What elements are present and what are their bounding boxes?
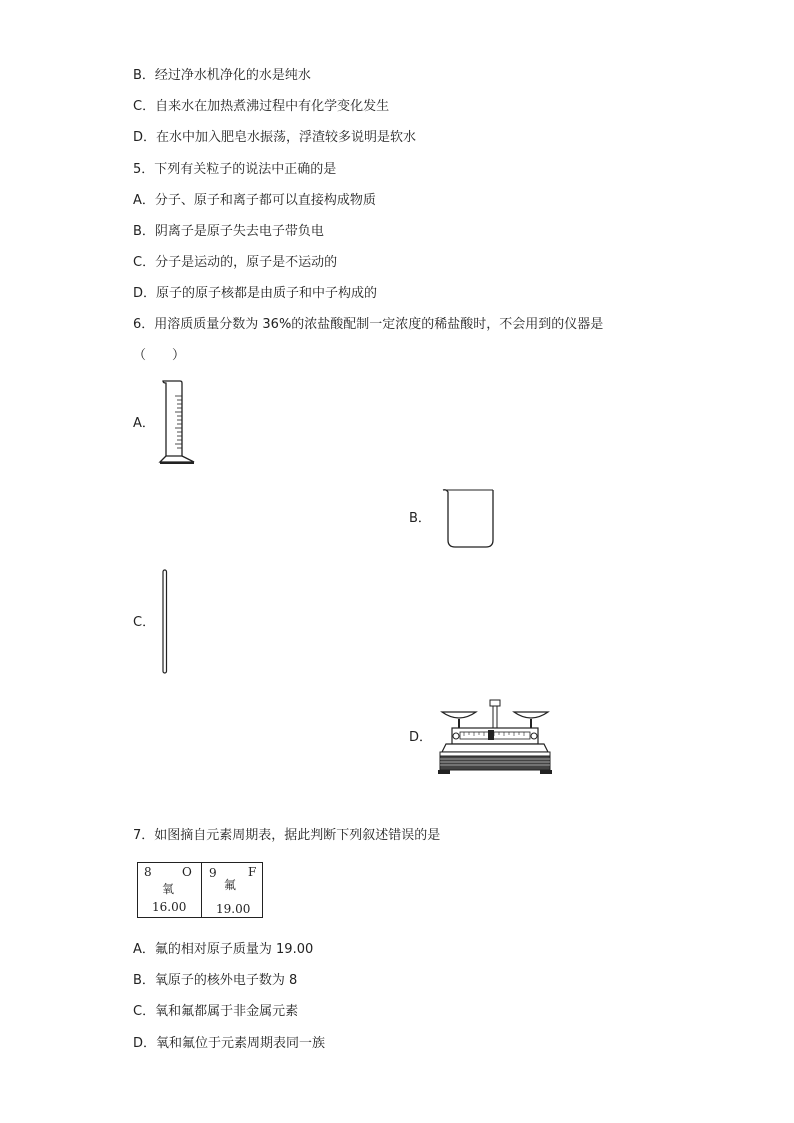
element-symbol: F <box>248 865 257 879</box>
q7-option-d: D．氧和氟位于元素周期表同一族 <box>133 1036 326 1051</box>
q7-stem: 7．如图摘自元素周期表，据此判断下列叙述错误的是 <box>133 828 441 843</box>
element-cell-oxygen <box>138 863 202 917</box>
graduated-cylinder-icon <box>156 378 198 466</box>
q6-stem: 6．用溶质质量分数为 36%的浓盐酸配制一定浓度的稀盐酸时，不会用到的仪器是 <box>133 317 604 332</box>
q7-option-c: C．氧和氟都属于非金属元素 <box>133 1004 299 1019</box>
q7-option-a: A．氟的相对原子质量为 19.00 <box>133 942 314 957</box>
q5-option-b: B．阴离子是原子失去电子带负电 <box>133 224 324 239</box>
q6-option-d-label: D． <box>409 730 433 745</box>
q4-option-b: B．经过净水机净化的水是纯水 <box>133 68 311 83</box>
element-mass: 16.00 <box>152 900 187 914</box>
element-symbol: O <box>182 865 192 879</box>
q6-option-c-label: C． <box>133 615 156 630</box>
element-number: 9 <box>209 866 217 880</box>
element-name: 氟 <box>224 878 237 892</box>
q4-option-c: C．自来水在加热煮沸过程中有化学变化发生 <box>133 99 390 114</box>
element-mass: 19.00 <box>216 902 251 916</box>
q5-option-a: A．分子、原子和离子都可以直接构成物质 <box>133 193 376 208</box>
q5-stem: 5．下列有关粒子的说法中正确的是 <box>133 162 337 177</box>
glass-rod-icon <box>161 568 169 676</box>
element-name: 氧 <box>162 882 175 896</box>
element-cell-fluorine <box>202 863 262 917</box>
q5-option-d: D．原子的原子核都是由质子和中子构成的 <box>133 286 378 301</box>
q5-option-c: C．分子是运动的，原子是不运动的 <box>133 255 338 270</box>
q6-option-a-label: A． <box>133 416 155 431</box>
q6-answer-paren: （ ） <box>133 348 186 363</box>
q7-option-b: B．氧原子的核外电子数为 8 <box>133 973 298 988</box>
q6-option-b-label: B． <box>409 511 431 526</box>
beaker-icon <box>440 486 496 550</box>
q4-option-d: D．在水中加入肥皂水振荡，浮渣较多说明是软水 <box>133 130 417 145</box>
balance-icon <box>436 698 556 776</box>
element-number: 8 <box>144 865 152 879</box>
periodic-table-excerpt <box>137 862 263 918</box>
